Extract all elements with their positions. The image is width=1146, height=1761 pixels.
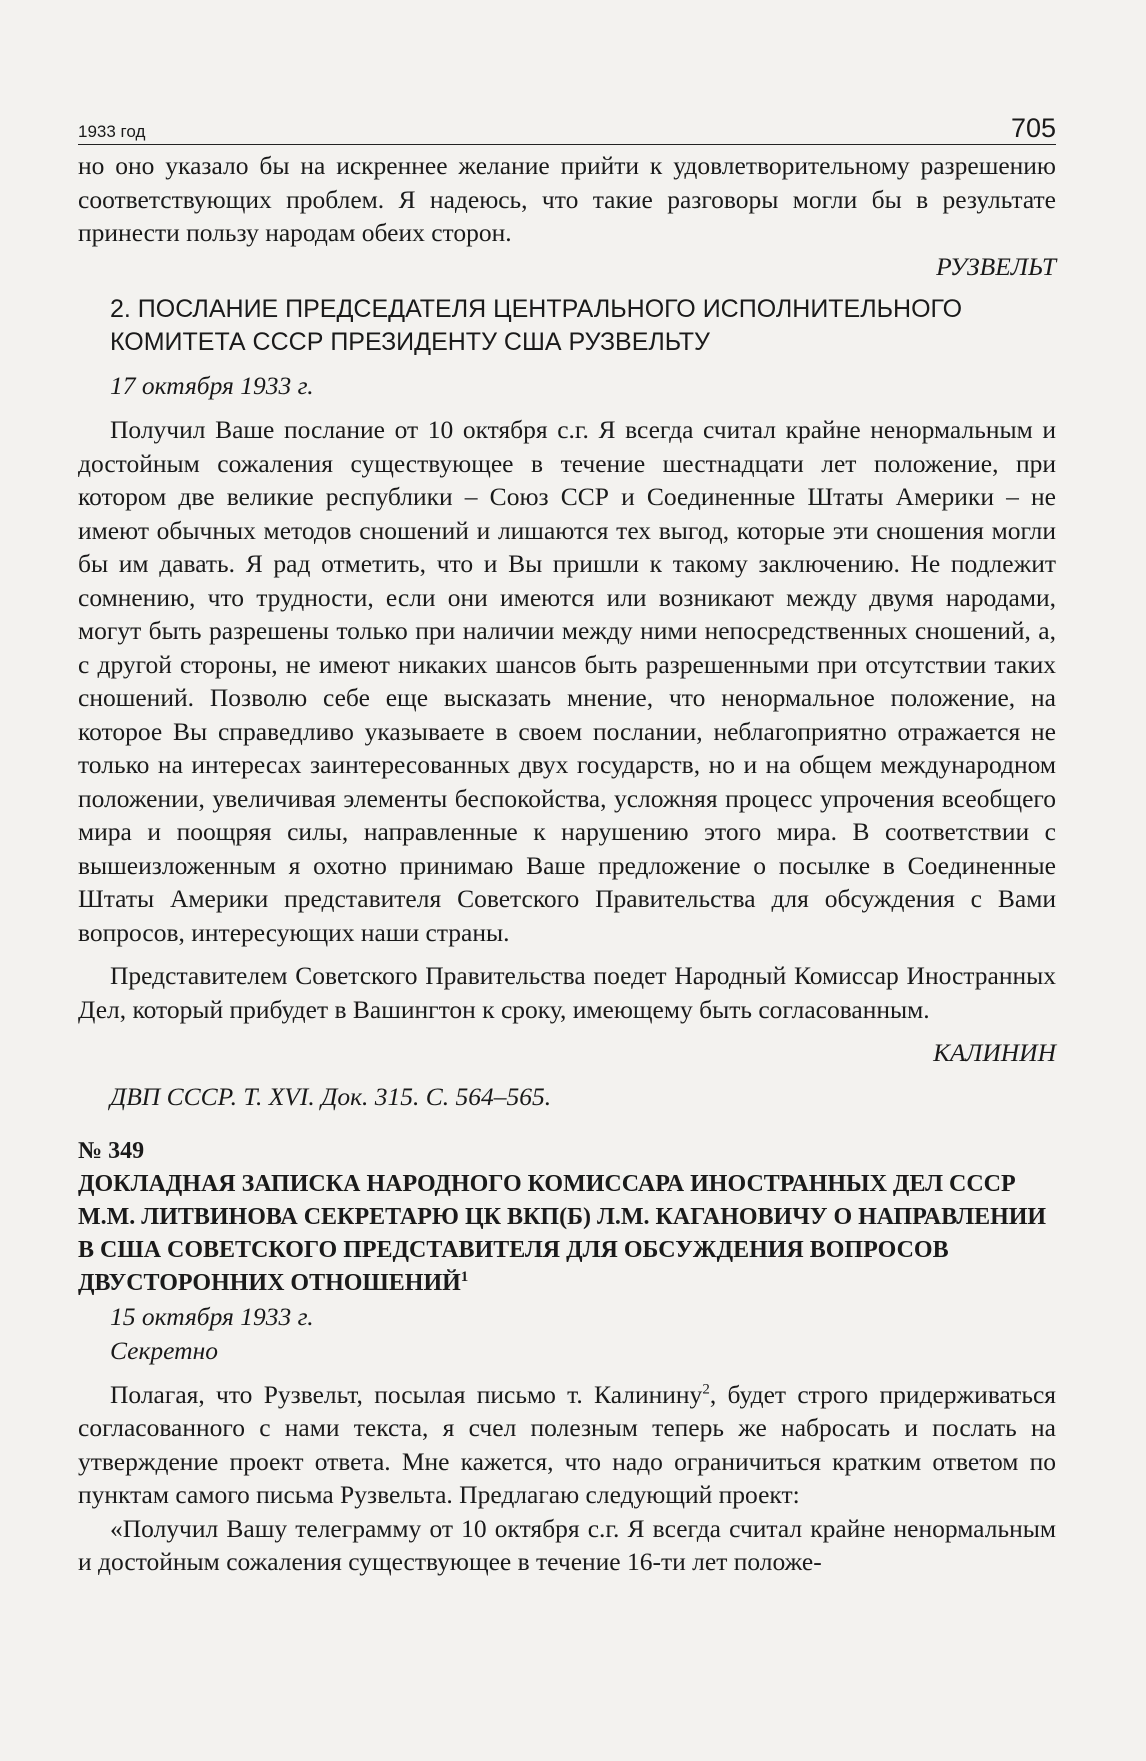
running-head [78,110,1056,145]
doc349-paragraph-1-b: , будет строго придерживаться согласованного с нами текста, я счел полезным теперь же набросать и послать на утверждение проект ответа. Мне кажется, что надо ограничиться кратким ответом по пунктам самого письма Рузвельта. Предлагаю следующий проект: [78,1379,1057,1509]
doc349-paragraph-1 [78,1378,1056,1512]
doc349-paragraph-1-a: Полагая, что Рузвельт, посылая письмо т. Калинину [110,1379,703,1409]
doc2-date: 17 октября 1933 г. [110,371,314,400]
intro-paragraph: но оно указало бы на искреннее желание прийти к удовлетворительному разрешению соответствующих проблем. Я надеюсь, что такие разговоры могли бы в результате принести пользу народам обеих сторон. [78,151,1056,247]
running-head-year: 1933 год [78,122,146,141]
text-column [78,110,1056,1579]
roosevelt-signature: РУЗВЕЛЬТ [936,251,1056,281]
page-number: 705 [1010,113,1056,143]
doc349-title-text: ДОКЛАДНАЯ ЗАПИСКА НАРОДНОГО КОМИССАРА ИНОСТРАННЫХ ДЕЛ СССР М.М. ЛИТВИНОВА СЕКРЕТАРЮ ЦК ВКП(Б) Л.М. КАГАНОВИЧУ О НАПРАВЛЕНИИ В США СОВЕТСКОГО ПРЕДСТАВИТЕЛЯ ДЛЯ ОБСУЖДЕНИЯ ВОПРОСОВ ДВУСТОРОННИХ ОТНОШЕНИЙ [78,1170,1047,1296]
doc2-source: ДВП СССР. Т. XVI. Док. 315. С. 564–565. [110,1081,552,1111]
doc349-title [78,1168,1056,1300]
doc349-paragraph-2: «Получил Вашу телеграмму от 10 октября с.г. Я всегда считал крайне ненормальным и достойным сожаления существующее в течение 16-ти лет положе- [78,1513,1056,1576]
doc-number: № 349 [78,1137,145,1164]
footnote-ref-1: 1 [460,1268,469,1285]
doc2-paragraph-1: Получил Ваше послание от 10 октября с.г. Я всегда считал крайне ненормальным и достойным сожаления существующее в течение шестнадцати лет положение, при котором две великие республики – Союз ССР и Соединенные Штаты Америки – не имеют обычных методов сношений и лишаются тех выгод, которые эти сношения могли бы им давать. Я рад отметить, что и Вы пришли к такому заключению. Не подлежит сомнению, что трудности, если они имеются или возникают между двумя народами, могут быть разрешены только при наличии между ними непосредственных сношений, а, с другой стороны, не имеют никаких шансов быть разрешенными при отсутствии таких сношений. Позволю себе еще высказать мнение, что ненормальное положение, на которое Вы справедливо указываете в своем послании, неблагоприятно отражается не только на интересах заинтересованных двух государств, но и на общем международном положении, увеличивая элементы беспокойства, усложняя процесс упрочения всеобщего мира и поощряя силы, направленные к нарушению этого мира. В соответствии с вышеизложенным я охотно принимаю Ваше предложение о посылке в Соединенные Штаты Америки представителя Советского Правительства для обсуждения с Вами вопросов, интересующих наши страны. [78,415,1056,947]
doc2-paragraph-2: Представителем Советского Правительства поедет Народный Комиссар Иностранных Дел, который прибудет в Вашингтон к сроку, имеющему быть согласованным. [78,961,1056,1024]
kalinin-signature: КАЛИНИН [933,1038,1056,1067]
footnote-ref-2: 2 [702,1381,710,1397]
classification: Секретно [110,1335,218,1365]
doc2-title: 2. ПОСЛАНИЕ ПРЕДСЕДАТЕЛЯ ЦЕНТРАЛЬНОГО ИСПОЛНИТЕЛЬНОГО КОМИТЕТА СССР ПРЕЗИДЕНТУ США РУЗВЕЛЬТУ [110,295,963,356]
doc349-date: 15 октября 1933 г. [110,1301,314,1331]
